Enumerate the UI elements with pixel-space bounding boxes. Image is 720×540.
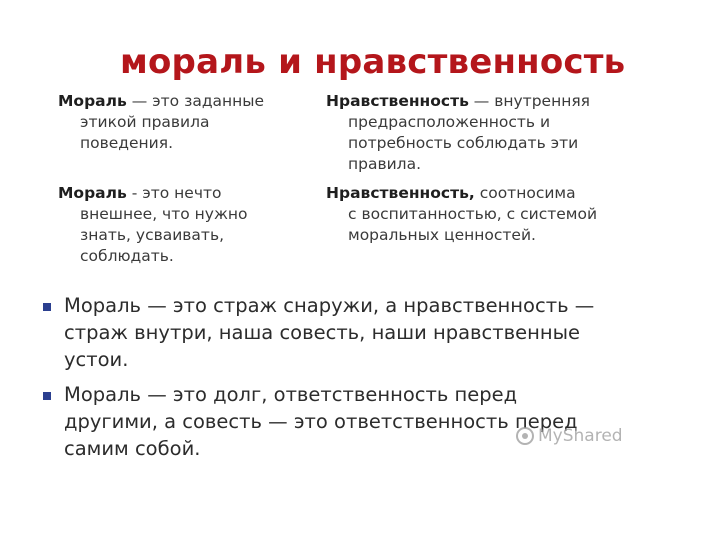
definition-ethics-2 <box>326 183 597 246</box>
definition-text: соотносима <box>474 184 576 202</box>
watermark-text: MyShared <box>538 426 623 446</box>
definition-text: — это заданные <box>126 92 265 110</box>
definition-line: потребность соблюдать эти <box>348 134 579 152</box>
definition-morality-1 <box>58 91 264 154</box>
term: Мораль <box>58 92 127 110</box>
bullet-line: самим собой. <box>64 437 201 460</box>
bullet-line: другими, а совесть — это ответственность перед <box>64 410 578 433</box>
definition-line: моральных ценностей. <box>348 226 536 244</box>
bullet-text <box>64 292 680 373</box>
bullet-line: страж внутри, наша совесть, наши нравственные <box>64 321 581 344</box>
definition-line: предрасположенность и <box>348 113 551 131</box>
term: Нравственность <box>326 92 469 110</box>
myshared-logo-icon <box>516 427 534 445</box>
definition-line: этикой правила <box>80 113 210 131</box>
definition-line: соблюдать. <box>80 247 174 265</box>
definition-line: правила. <box>348 155 422 173</box>
bullet-line: Мораль — это страж снаружи, а нравственность — <box>64 294 595 317</box>
definition-text: - это нечто <box>126 184 222 202</box>
definition-line: знать, усваивать, <box>80 226 225 244</box>
definition-line: с воспитанностью, с системой <box>348 205 598 223</box>
definition-line: внешнее, что нужно <box>80 205 248 223</box>
square-bullet-icon <box>43 303 51 311</box>
bullet-line: Мораль — это долг, ответственность перед <box>64 383 518 406</box>
bullet-text <box>64 381 680 462</box>
bullet-item-2 <box>40 381 680 462</box>
term: Мораль <box>58 184 127 202</box>
definition-morality-2 <box>58 183 248 267</box>
definition-ethics-1 <box>326 91 590 175</box>
term: Нравственность, <box>326 184 475 202</box>
bullet-line: устои. <box>64 348 129 371</box>
slide-title: мораль и нравственность <box>120 42 626 82</box>
definition-line: поведения. <box>80 134 173 152</box>
definition-text: — внутренняя <box>468 92 590 110</box>
watermark <box>516 426 623 446</box>
square-bullet-icon <box>43 392 51 400</box>
bullet-item-1 <box>40 292 680 373</box>
